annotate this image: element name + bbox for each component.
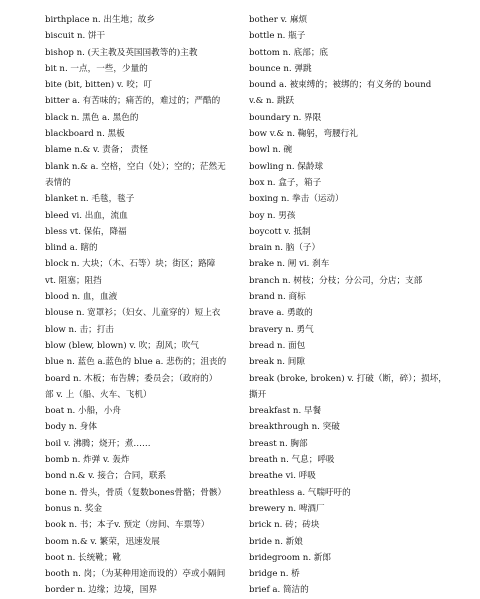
vocabulary-entry: breast n. 胸部 xyxy=(249,438,308,449)
vocabulary-entry: brick n. 砖；砖块 xyxy=(249,520,320,531)
vocabulary-entry: bridegroom n. 新郎 xyxy=(249,552,331,563)
vocabulary-entry: brain n. 脑（子） xyxy=(249,243,321,254)
vocabulary-entry: blame n.& v. 责备； 责怪 xyxy=(45,145,148,156)
vocabulary-entry: bound a. 被束缚的；被绑的；有义务的 bound xyxy=(249,80,432,91)
vocabulary-entry: bond n.& v. 接合；合同，联系 xyxy=(45,471,167,482)
vocabulary-entry: birthplace n. 出生地；故乡 xyxy=(45,15,155,25)
vocabulary-entry: bone n. 骨头，骨质（复数bones骨骼；骨骸） xyxy=(45,487,227,498)
vocabulary-entry: boundary n. 界限 xyxy=(249,112,322,123)
vocabulary-entry: bonus n. 奖金 xyxy=(45,503,103,514)
vocabulary-entry: blanket n. 毛毯，毯子 xyxy=(45,194,135,205)
vocabulary-entry: boxing n. 拳击（运动） xyxy=(249,194,344,205)
vocabulary-entry: bitter a. 有苦味的；痛苦的，难过的；严酷的 xyxy=(45,96,221,107)
vocabulary-entry: bravery n. 勇气 xyxy=(249,324,314,335)
vocabulary-entry: 表情的 xyxy=(45,177,71,188)
vocabulary-entry: bless vt. 保佑，降福 xyxy=(45,226,127,237)
vocabulary-entry: brake n. 闸 vi. 刹车 xyxy=(249,259,330,270)
vocabulary-entry: brewery n. 啤酒厂 xyxy=(249,503,325,514)
vocabulary-entry: booth n. 岗；（为某种用途而设的）亭或小隔间 xyxy=(45,569,226,580)
vocabulary-entry: breathe vi. 呼吸 xyxy=(249,471,316,482)
vocabulary-entry: bridge n. 桥 xyxy=(249,569,300,580)
vocabulary-entry: boom n.& v. 繁荣，迅速发展 xyxy=(45,536,160,547)
vocabulary-entry: bottom n. 底部；底 xyxy=(249,47,329,58)
vocabulary-entry: boy n. 男孩 xyxy=(249,210,296,221)
vocabulary-entry: v.& n. 跳跃 xyxy=(249,96,295,107)
vocabulary-entry: bit n. 一点，一些，少量的 xyxy=(45,63,148,74)
vocabulary-entry: biscuit n. 饼干 xyxy=(45,31,106,42)
left-column xyxy=(45,12,235,599)
vocabulary-entry: boat n. 小船，小舟 xyxy=(45,406,121,417)
vocabulary-entry: blow n. 击；打击 xyxy=(45,324,114,335)
vocabulary-entry: bite (bit, bitten) v. 咬；叮 xyxy=(45,80,152,91)
vocabulary-entry: blouse n. 宽罩衫；（妇女、儿童穿的）短上衣 xyxy=(45,308,221,319)
vocabulary-entry: bowl n. 碗 xyxy=(249,145,293,156)
vocabulary-entry: breath n. 气息；呼吸 xyxy=(249,455,335,466)
vocabulary-entry: body n. 身体 xyxy=(45,422,97,433)
vocabulary-entry: bow v.& n. 鞠躬，弯腰行礼 xyxy=(249,129,358,140)
vocabulary-entry: breathless a. 气喘吁吁的 xyxy=(249,487,351,498)
vocabulary-entry: blow (blew, blown) v. 吹；刮风；吹气 xyxy=(45,340,199,351)
vocabulary-entry: brief a. 简洁的 xyxy=(249,585,309,596)
vocabulary-entry: bride n. 新娘 xyxy=(249,536,303,547)
vocabulary-entry: boot n. 长统靴；靴 xyxy=(45,552,122,563)
vocabulary-entry: black n. 黑色 a. 黑色的 xyxy=(45,112,139,123)
vocabulary-entry: branch n. 树枝；分枝；分公司，分店；支部 xyxy=(249,275,423,286)
vocabulary-entry: blackboard n. 黑板 xyxy=(45,129,125,140)
vocabulary-entry: break n. 间隙 xyxy=(249,357,305,368)
vocabulary-entry: bottle n. 瓶子 xyxy=(249,31,306,42)
vocabulary-entry: bishop n. (天主教及英国国教等的)主教 xyxy=(45,47,198,58)
vocabulary-entry: border n. 边缘；边境，国界 xyxy=(45,585,157,596)
vocabulary-entry: blind a. 瞎的 xyxy=(45,243,98,254)
vocabulary-entry: 撕开 xyxy=(249,389,267,400)
vocabulary-entry: blue n. 蓝色 a.蓝色的 blue a. 悲伤的；沮丧的 xyxy=(45,357,227,368)
vocabulary-entry: brave a. 勇敢的 xyxy=(249,308,313,319)
vocabulary-entry: bounce n. 弹跳 xyxy=(249,63,312,74)
vocabulary-entry: box n. 盒子，箱子 xyxy=(249,177,322,188)
vocabulary-entry: boil v. 沸腾；烧开；煮…… xyxy=(45,438,151,449)
vocabulary-entry: bother v. 麻烦 xyxy=(249,15,308,25)
vocabulary-entry: book n. 书；本子v. 预定（房间、车票等） xyxy=(45,520,210,531)
vocabulary-entry: vt. 阻塞；阻挡 xyxy=(45,275,102,286)
vocabulary-entry: 部 v. 上（船、火车、飞机） xyxy=(45,389,152,400)
vocabulary-entry: breakfast n. 早餐 xyxy=(249,406,322,417)
vocabulary-entry: board n. 木板；布告牌；委员会；（政府的） xyxy=(45,373,218,384)
vocabulary-entry: bowling n. 保龄球 xyxy=(249,161,324,172)
vocabulary-entry: bread n. 面包 xyxy=(249,340,306,351)
vocabulary-entry: break (broke, broken) v. 打破（断，碎）；损坏， xyxy=(249,373,447,384)
vocabulary-entry: brand n. 商标 xyxy=(249,292,306,303)
vocabulary-entry: block n. 大块；（木、石等）块；街区；路障 xyxy=(45,259,216,270)
vocabulary-entry: blank n.& a. 空格，空白（处）；空的；茫然无 xyxy=(45,161,226,172)
right-column xyxy=(249,12,464,599)
vocabulary-entry: blood n. 血，血液 xyxy=(45,292,118,303)
vocabulary-entry: breakthrough n. 突破 xyxy=(249,422,340,433)
vocabulary-entry: boycott v. 抵制 xyxy=(249,226,311,237)
vocabulary-entry: bomb n. 炸弹 v. 轰炸 xyxy=(45,455,130,466)
vocabulary-entry: bleed vi. 出血，流血 xyxy=(45,210,128,221)
